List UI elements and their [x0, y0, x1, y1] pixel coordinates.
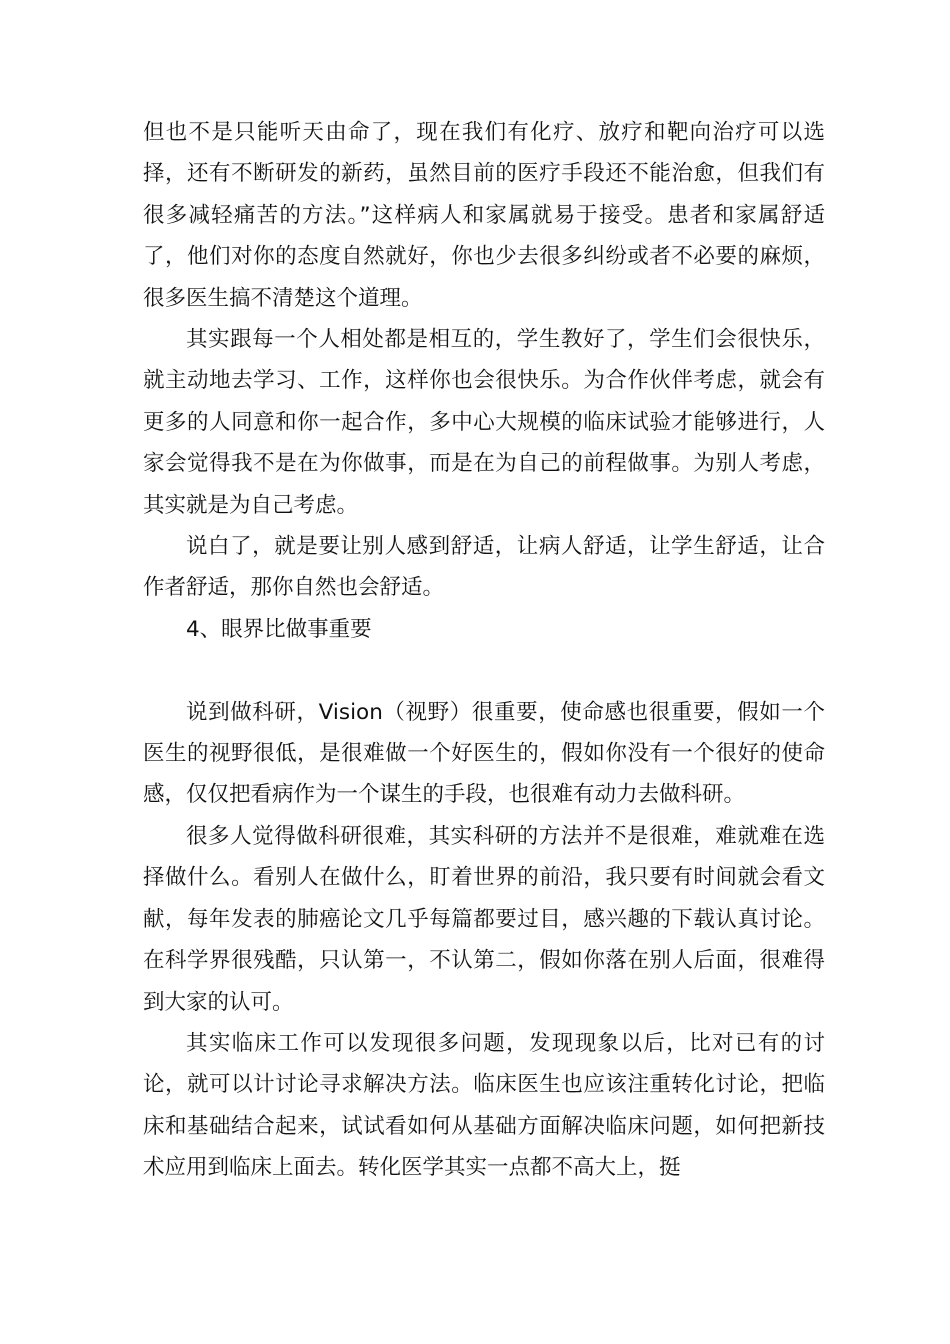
paragraph-comfort-summary: 说白了，就是要让别人感到舒适，让病人舒适，让学生舒适，让合作者舒适，那你自然也会舒适。	[143, 534, 825, 601]
paragraph-translational-medicine: 其实临床工作可以发现很多问题，发现现象以后，比对已有的讨论，就可以计讨论寻求解决方法。临床医生也应该注重转化讨论，把临床和基础结合起来，试试看如何从基础方面解决临床问题，如何把新技术应用到临床上面去。转化医学其实一点都不高大上，挺	[143, 1030, 825, 1181]
paragraph-mutual-relations: 其实跟每一个人相处都是相互的，学生教好了，学生们会很快乐，就主动地去学习、工作，这样你也会很快乐。为合作伙伴考虑，就会有更多的人同意和你一起合作，多中心大规模的临床试验才能够进行，人家会觉得我不是在为你做事，而是在为自己的前程做事。为别人考虑，其实就是为自己考虑。	[143, 327, 825, 518]
section-heading-vision: 4、眼界比做事重要	[186, 616, 372, 642]
paragraph-patient-communication: 但也不是只能听天由命了，现在我们有化疗、放疗和靶向治疗可以选择，还有不断研发的新药，虽然目前的医疗手段还不能治愈，但我们有很多减轻痛苦的方法。”这样病人和家属就易于接受。患者和家属舒适了，他们对你的态度自然就好，你也少去很多纠纷或者不必要的麻烦，很多医生搞不清楚这个道理。	[143, 120, 825, 311]
document-page	[143, 112, 825, 1189]
paragraph-research-difficulty: 很多人觉得做科研很难，其实科研的方法并不是很难，难就难在选择做什么。看别人在做什么，盯着世界的前沿，我只要有时间就会看文献，每年发表的肺癌论文几乎每篇都要过目，感兴趣的下载认真讨论。在科学界很残酷，只认第一，不认第二，假如你落在别人后面，很难得到大家的认可。	[143, 823, 825, 1015]
paragraph-vision-research: 说到做科研，Vision（视野）很重要，使命感也很重要，假如一个医生的视野很低，是很难做一个好医生的，假如你没有一个很好的使命感，仅仅把看病作为一个谋生的手段，也很难有动力去做科研。	[143, 699, 825, 808]
blank-line	[143, 650, 825, 691]
